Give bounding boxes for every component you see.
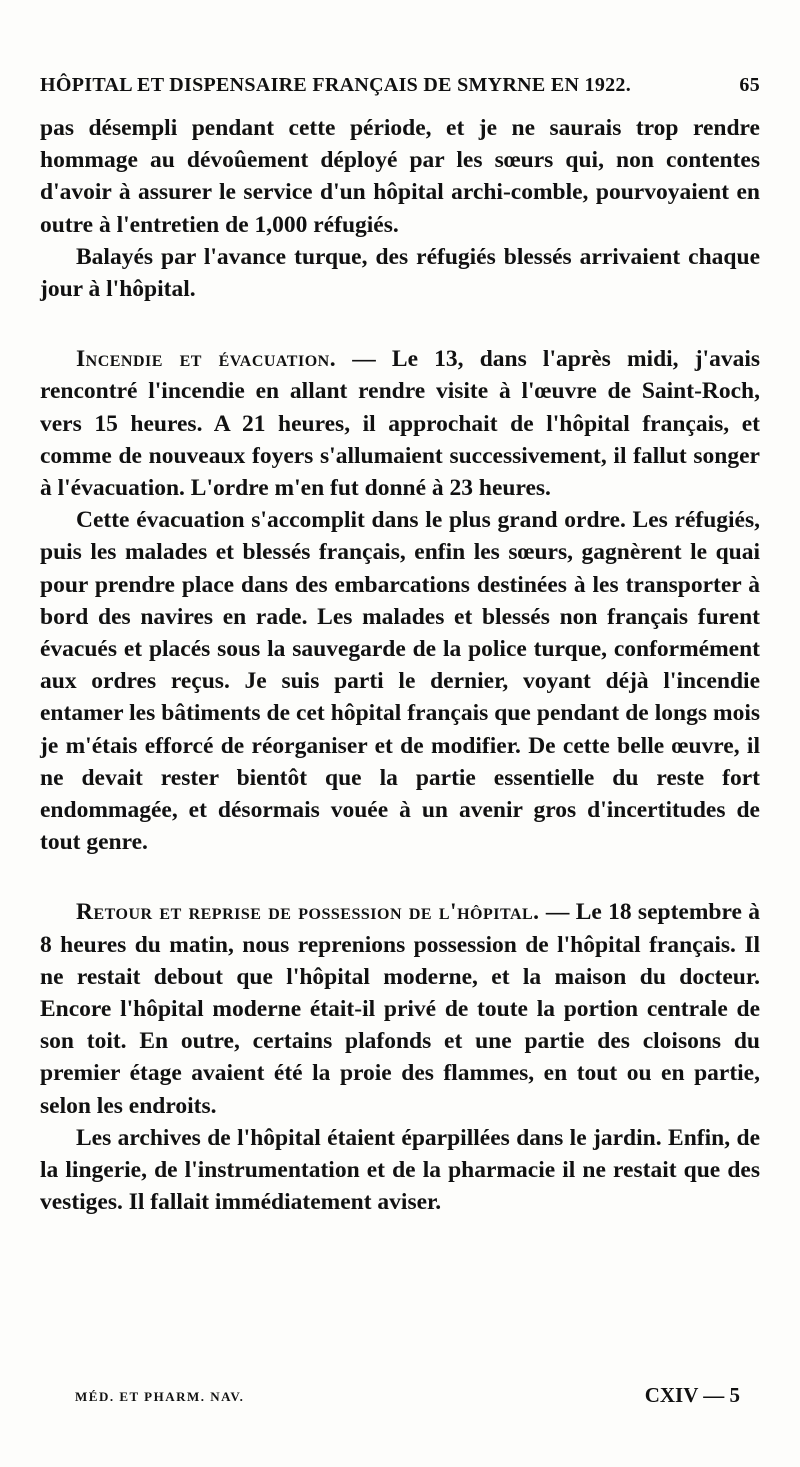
section-heading-incendie: Incendie et évacuation. bbox=[76, 346, 337, 373]
paragraph-4: Cette évacuation s'accomplit dans le plus grand ordre. Les réfugiés, puis les malades et blessés français, enfin les sœurs, gagnèrent le quai pour prendre place dans des embarcations destinées à les transporter à bord des navires en rade. Les malades et blessés non français furent évacués et placés sous la sauvegarde de la police turque, conformément aux ordres reçus. Je suis parti le dernier, voyant déjà l'incendie entamer les bâtiments de cet hôpital français que pendant de longs mois je m'étais efforcé de réorganiser et de modifier. De cette belle œuvre, il ne devait rester bientôt que la partie essentielle du reste fort endommagée, et désormais vouée à un avenir gros d'incertitudes de tout genre. bbox=[40, 507, 760, 856]
section-incendie bbox=[40, 343, 760, 504]
footer-signature: MÉD. ET PHARM. NAV. bbox=[75, 1389, 245, 1404]
section-retour bbox=[40, 896, 760, 1121]
paragraph-1: pas désempli pendant cette période, et je ne saurais trop rendre hommage au dévoûement déployé par les sœurs qui, non contentes d'avoir à assurer le service d'un hôpital archi-comble, pourvoyaient en outre à l'entretien de 1,000 réfugiés. bbox=[40, 115, 760, 238]
paragraph-2: Balayés par l'avance turque, des réfugiés blessés arrivaient chaque jour à l'hôpital. bbox=[40, 243, 760, 303]
running-head bbox=[40, 74, 760, 102]
body-text bbox=[40, 112, 760, 1219]
section-heading-retour: Retour et reprise de possession de l'hôpital. bbox=[76, 899, 540, 926]
running-head-title: HÔPITAL ET DISPENSAIRE FRANÇAIS DE SMYRNE EN 1922. bbox=[40, 74, 632, 96]
paragraph-6: Les archives de l'hôpital étaient éparpillées dans le jardin. Enfin, de la lingerie, de l'instrumentation et de la pharmacie il ne restait que des vestiges. Il fallait immédiatement aviser. bbox=[40, 1124, 760, 1216]
footer-sheet-mark: CXIV — 5 bbox=[644, 1383, 740, 1407]
page-number: 65 bbox=[739, 74, 760, 96]
section-text-incendie: — Le 13, dans l'après midi, j'avais rencontré l'incendie en allant rendre visite à l'œuvre de Saint-Roch, vers 15 heures. A 21 heures, il approchait de l'hôpital français, et comme de nouveaux foyers s'allumaient successivement, il fallut songer à l'évacuation. L'ordre m'en fut donné à 23 heures. bbox=[40, 346, 760, 502]
section-text-retour: — Le 18 septembre à 8 heures du matin, nous reprenions possession de l'hôpital français. Il ne restait debout que l'hôpital moderne, et la maison du docteur. Encore l'hôpital moderne était-il privé de toute la portion centrale de son toit. En outre, certains plafonds et une partie des cloisons du premier étage avaient été la proie des flammes, en tout ou en partie, selon les endroits. bbox=[40, 899, 760, 1119]
page-footer bbox=[75, 1383, 740, 1413]
